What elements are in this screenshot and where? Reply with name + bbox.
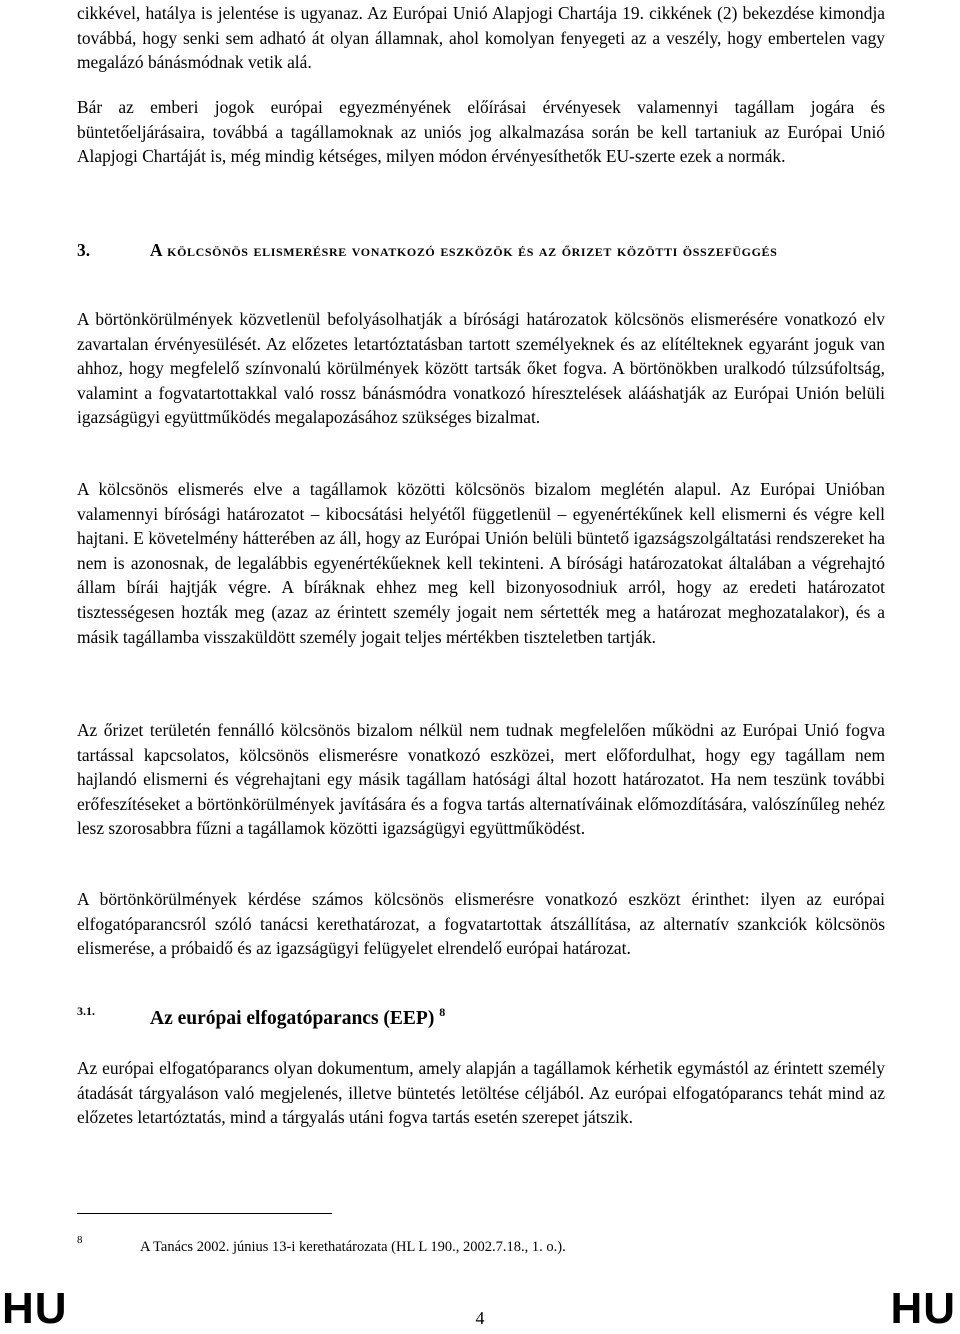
- paragraph-text: Az európai elfogatóparancs olyan dokumentum, amely alapján a tagállamok kérhetik egymástól az érintett személy átadását tárgyaláson való megjelenés, illetve büntetés letöltése céljából. Az európai elfogatóparancs tehát mind az előzetes letartóztatás, mind a tárgyalás utáni fogva tartás esetén szerepet játszik.: [77, 1058, 885, 1128]
- paragraph-5: [77, 887, 885, 961]
- page-number: 4: [475, 1308, 485, 1328]
- paragraph-text: A börtönkörülmények kérdése számos kölcsönös elismerésre vonatkozó eszközt érinthet: ilyen az európai elfogatóparancsról szóló tanácsi kerethatározat, a fogvatartottak átszállítása, az alternatív szankciók kölcsönös elismerése, a próbaidő és az igazságügyi felügyelet elrendelő európai határozat.: [77, 889, 885, 959]
- section-3-heading: [77, 238, 885, 263]
- intro-paragraph: [77, 1, 885, 75]
- section-number: 3.: [77, 240, 91, 260]
- subsection-title-text: Az európai elfogatóparancs (EEP): [150, 1008, 435, 1029]
- subsection-title: [150, 1005, 446, 1030]
- paragraph-text: A börtönkörülmények közvetlenül befolyásolhatják a bírósági határozatok kölcsönös elismerésére vonatkozó elv zavartalan érvényesülését. Az előzetes letartóztatásban tartott személyeknek és az elítélteknek egyaránt joguk van ahhoz, hogy megfelelő színvonalú körülmények között tartsák őket fogva. A börtönökben uralkodó túlzsúfoltság, valamint a fogvatartottakkal való rossz bánásmódra vonatkozó híresztelések alááshatják az Európai Unión belüli igazságügyi együttműködés megalapozásához szükséges bizalmat.: [77, 309, 885, 428]
- language-code-right: HU: [890, 1284, 956, 1333]
- paragraph-text: Bár az emberi jogok európai egyezményének előírásai érvényesek valamennyi tagállam jogára és büntetőeljárásaira, továbbá a tagállamoknak az uniós jog alkalmazása során be kell tartaniuk az Európai Unió Alapjogi Chartáját is, még mindig kétséges, milyen módon érvényesíthetők EU-szerte ezek a normák.: [77, 97, 885, 167]
- paragraph-3: [77, 477, 885, 649]
- paragraph-4: [77, 718, 885, 841]
- intro-text: cikkével, hatálya is jelentése is ugyanaz. Az Európai Unió Alapjogi Chartája 19. cikkének (2) bekezdése kimondja továbbá, hogy senki sem adható át olyan államnak, ahol komolyan fenyegeti az a veszély, hogy embertelen vagy megalázó bánásmódnak vetik alá.: [77, 3, 885, 73]
- footnote-reference[interactable]: 8: [439, 1005, 446, 1019]
- paragraph-6: [77, 1056, 885, 1130]
- footnote-text: A Tanács 2002. június 13-i kerethatározata (HL L 190., 2002.7.18., 1. o.).: [140, 1239, 566, 1255]
- paragraph-2: [77, 307, 885, 430]
- paragraph-text: Az őrizet területén fennálló kölcsönös bizalom nélkül nem tudnak megfelelően működni az Európai Unió fogva tartással kapcsolatos, kölcsönös elismerésre vonatkozó eszközei, mert előfordulhat, hogy egy tagállam nem hajlandó elismerni és végrehajtani egy másik tagállam hatósági által hozott határozatot. Ha nem teszünk további erőfeszítéseket a börtönkörülmények javítására és a fogva tartás alternatíváinak előmozdítására, valószínűleg nehéz lesz szorosabbra fűzni a tagállamok közötti igazságügyi együttműködést.: [77, 720, 885, 839]
- footnote-number: 8: [77, 1234, 83, 1246]
- section-title: A kölcsönös elismerésre vonatkozó eszközök és az őrizet közötti összefüggés: [150, 240, 778, 260]
- language-code-left: HU: [2, 1284, 68, 1333]
- subsection-number: 3.1.: [77, 1004, 95, 1018]
- footnote-separator: [77, 1213, 332, 1214]
- paragraph-1: [77, 95, 885, 169]
- paragraph-text: A kölcsönös elismerés elve a tagállamok közötti kölcsönös bizalom meglétén alapul. Az Európai Unióban valamennyi bírósági határozatot – kibocsátási helyétől függetlenül – egyenértékűnek kell elismerni és végre kell hajtani. E követelmény hátterében az áll, hogy az Európai Unión belüli büntető igazságszolgáltatási rendszereket ha nem is azonosnak, de legalábbis egyenértékűeknek kell tekinteni. A bírósági határozatokat általában a végrehajtó állam bírái hajtják végre. A bíráknak ehhez meg kell bizonyosodniuk arról, hogy az eredeti határozatot tisztességesen hozták meg (azaz az érintett személy jogait nem sértették meg a határozat meghozatalakor), és a másik tagállamba visszaküldött személy jogait teljes mértékben tiszteletben tartják.: [77, 479, 885, 647]
